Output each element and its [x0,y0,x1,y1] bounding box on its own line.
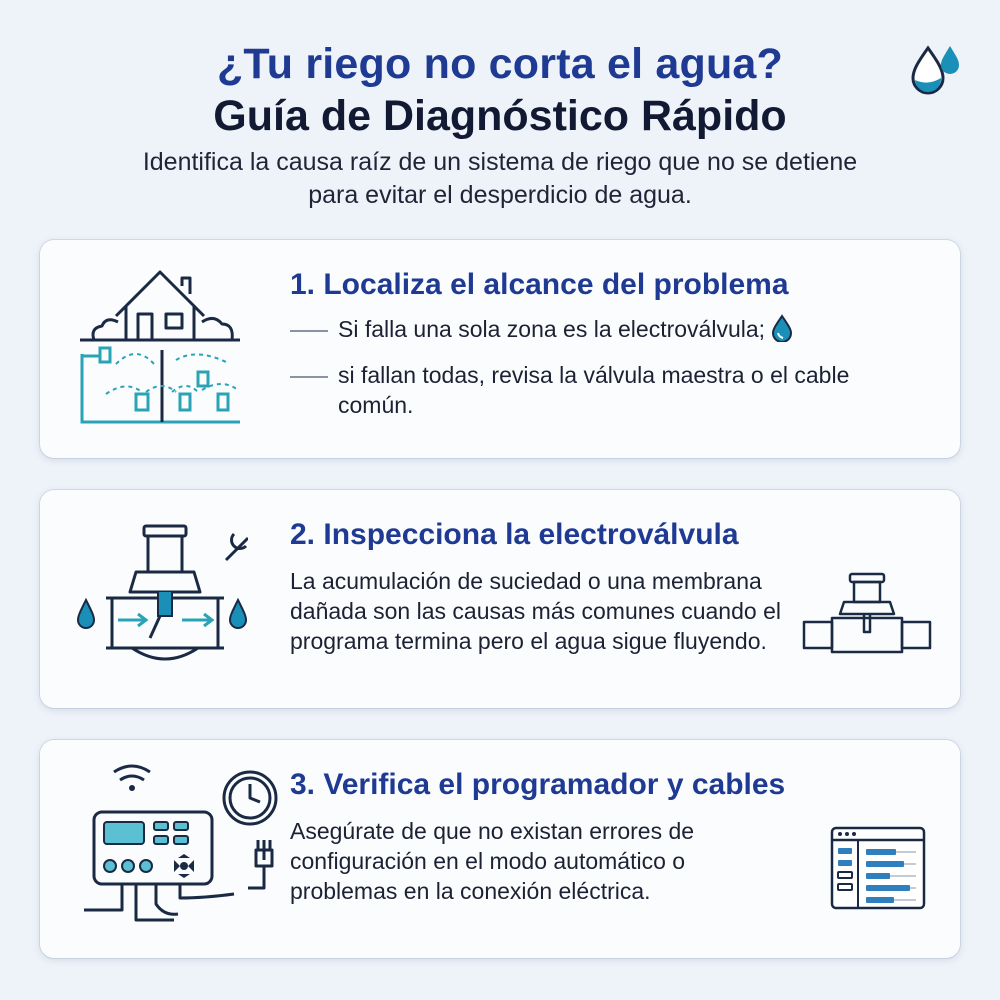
step-card-1 [40,240,960,458]
settings-window-icon [830,826,926,910]
pipe-valve-icon [802,570,932,660]
step-card-2 [40,490,960,708]
house-sprinkler-zones-icon [76,264,244,430]
water-drop-icon [771,314,793,342]
step-2-text: La acumulación de suciedad o una membrana dañada son las causas más comunes cuando el programa termina pero el agua sigue fluyendo. [290,568,781,654]
step-3-text: Asegúrate de que no existan errores de configuración en el modo automático o problemas en la conexión eléctrica. [290,818,695,904]
page-title: ¿Tu riego no corta el agua? [216,40,784,88]
page-description: Identifica la causa raíz de un sistema de riego que no se detiene para evitar el desperdicio de agua. [142,148,858,209]
step-3-title: 3. Verifica el programador y cables [290,768,786,801]
step-1-title: 1. Localiza el alcance del problema [290,268,789,301]
bullet-dash [290,330,328,332]
valve-wrench-icon [76,520,248,670]
step-2-title: 2. Inspecciona la electroválvula [290,518,739,551]
step-1-bullet-1: Si falla una sola zona es la electroválvula; [338,314,938,344]
controller-clock-plug-icon [74,764,284,934]
page-subtitle-heading: Guía de Diagnóstico Rápido [213,92,787,140]
step-card-3 [40,740,960,958]
bullet-dash [290,376,328,378]
step-1-bullet-2: si fallan todas, revisa la válvula maestra o el cable común. [338,362,850,418]
